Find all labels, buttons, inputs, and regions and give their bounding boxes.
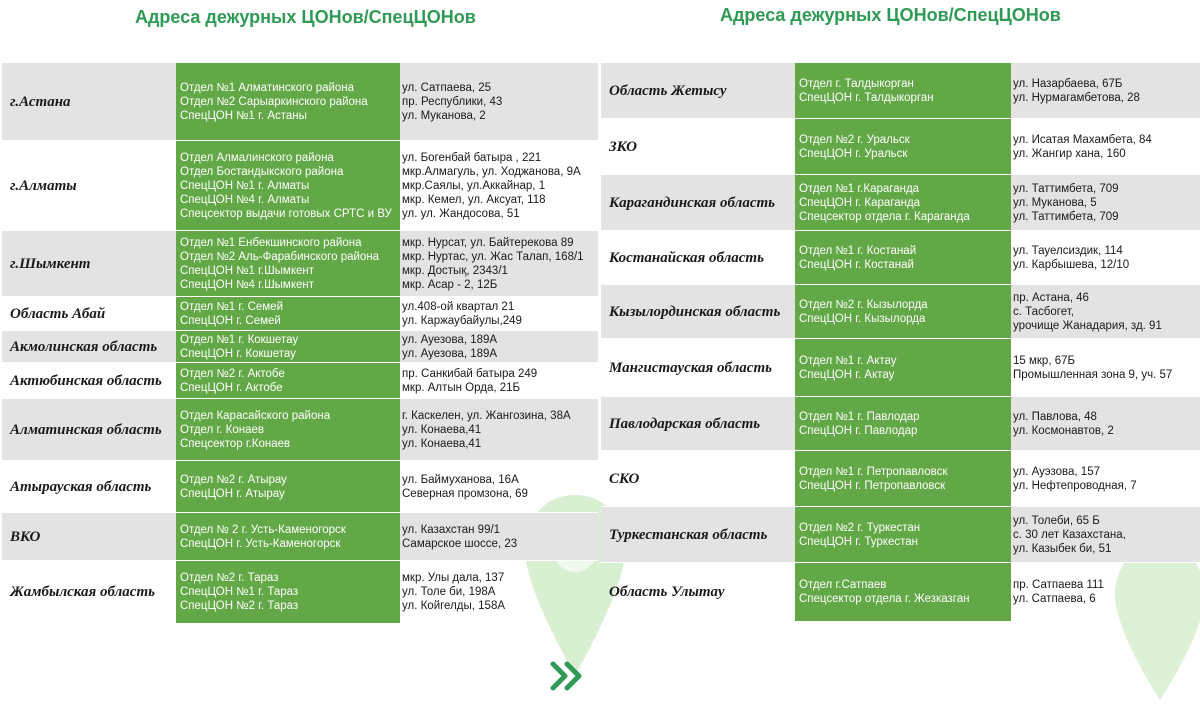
office-name: СпецЦОН г. Павлодар (799, 425, 918, 437)
address-list (397, 63, 598, 141)
office-name: СпецЦОН №1 г. Астаны (180, 110, 307, 122)
region-name: Область Улытау (609, 583, 725, 600)
table-row (601, 62, 1200, 119)
region-name: Мангистауская область (609, 359, 772, 376)
address-list (1008, 563, 1200, 621)
table-row (601, 506, 1200, 563)
office-name: Отдел №2 г. Туркестан (799, 522, 921, 534)
office-list (176, 561, 400, 623)
office-list (176, 363, 400, 399)
table-row (601, 450, 1200, 507)
address-line: ул. Муканова, 2 (402, 110, 486, 122)
table-row (2, 398, 598, 461)
address-line: мкр. Улы дала, 137 (402, 572, 505, 584)
region-name: Акмолинская область (10, 338, 158, 355)
address-list (397, 141, 598, 231)
address-list (397, 297, 598, 331)
office-list (795, 451, 1011, 507)
table-row (2, 512, 598, 561)
left-table (2, 0, 598, 700)
address-line: ул. Муканова, 5 (1013, 197, 1097, 209)
table-row (2, 460, 598, 513)
address-line: ул. Сатпаева, 25 (402, 82, 492, 94)
address-line: Северная промзона, 69 (402, 488, 528, 500)
address-line: Промышленная зона 9, уч. 57 (1013, 369, 1173, 381)
address-line: мкр. Нурсат, ул. Байтерекова 89 (402, 237, 574, 249)
office-name: СпецЦОН №1 г.Шымкент (180, 265, 315, 277)
office-name: Отдел №2 г. Актобе (180, 368, 285, 380)
office-name: Отдел №1 г.Караганда (799, 183, 920, 195)
address-line: мкр. Асар - 2, 12Б (402, 279, 498, 291)
office-name: Спецсектор г.Конаев (180, 438, 291, 450)
office-name: СпецЦОН №1 г. Тараз (180, 586, 299, 598)
region-name: г.Астана (10, 93, 71, 110)
office-name: Отдел №1 г. Петропавловск (799, 466, 948, 478)
address-line: ул. Сатпаева, 6 (1013, 593, 1096, 605)
address-line: ул. Богенбай батыра , 221 (402, 152, 542, 164)
table-row (2, 296, 598, 331)
address-list (1008, 119, 1200, 175)
page-title-left: Адреса дежурных ЦОНов/СпецЦОНов (135, 7, 476, 27)
region-name: Кызылординская область (609, 303, 781, 320)
address-line: ул.408-ой квартал 21 (402, 301, 515, 313)
office-name: СпецЦОН г. Кызылорда (799, 313, 926, 325)
office-name: Отдел Бостандыкского района (180, 166, 344, 178)
office-name: СпецЦОН г. Костанай (799, 259, 914, 271)
address-line: ул. Ауезова, 189А (402, 334, 498, 346)
address-line: мкр. Нуртас, ул. Жас Талап, 168/1 (402, 251, 584, 263)
address-line: Самарское шоссе, 23 (402, 538, 518, 550)
office-name: Отдел Карасайского района (180, 410, 331, 422)
address-line: ул. Таттимбета, 709 (1013, 211, 1119, 223)
address-list (397, 363, 598, 399)
address-line: ул. Назарбаева, 67Б (1013, 78, 1123, 90)
region-name: Алматинская область (10, 421, 162, 438)
next-arrows-icon[interactable] (549, 660, 585, 692)
office-name: Спецсектор выдачи готовых СРТС и ВУ (180, 208, 392, 220)
office-list (795, 175, 1011, 231)
table-row (2, 560, 598, 623)
address-list (1008, 285, 1200, 339)
office-name: СпецЦОН г. Усть-Каменогорск (180, 538, 341, 550)
address-line: ул. Космонавтов, 2 (1013, 425, 1114, 437)
office-name: Отдел г.Сатпаев (799, 579, 887, 591)
office-name: СпецЦОН г. Кокшетау (180, 348, 296, 360)
address-line: пр. Санкибай батыра 249 (402, 368, 538, 380)
address-line: ул. Нефтепроводная, 7 (1013, 480, 1137, 492)
address-list (1008, 397, 1200, 451)
office-list (795, 339, 1011, 397)
office-list (176, 331, 400, 363)
address-line: урочище Жанадария, зд. 91 (1013, 320, 1162, 332)
office-name: СпецЦОН г. Уральск (799, 148, 908, 160)
office-name: Отдел №1 Енбекшинского района (180, 237, 362, 249)
table-row (601, 174, 1200, 231)
address-list (1008, 451, 1200, 507)
office-name: Спецсектор отдела г. Жезказган (799, 593, 970, 605)
address-list (397, 513, 598, 561)
table-row (2, 330, 598, 363)
region-name: Жамбылская область (10, 583, 155, 600)
office-name: СпецЦОН г. Петропавловск (799, 480, 946, 492)
address-line: ул. Койгелды, 158А (402, 600, 506, 612)
office-name: СпецЦОН №4 г. Алматы (180, 194, 310, 206)
office-name: Отдел №2 г. Уральск (799, 134, 910, 146)
address-line: ул. Павлова, 48 (1013, 411, 1097, 423)
address-line: ул. Ауэзова, 157 (1013, 466, 1100, 478)
office-name: Отдел №1 Алматинского района (180, 82, 355, 94)
address-line: г. Каскелен, ул. Жангозина, 38А (402, 410, 571, 422)
office-list (176, 297, 400, 331)
page-title-right: Адреса дежурных ЦОНов/СпецЦОНов (720, 5, 1061, 25)
region-name: СКО (609, 470, 640, 487)
address-list (1008, 63, 1200, 119)
office-name: Отдел №1 г. Семей (180, 301, 283, 313)
office-list (795, 63, 1011, 119)
table-row (601, 562, 1200, 621)
address-line: ул. Жангир хана, 160 (1013, 148, 1126, 160)
address-line: ул. Ауезова, 189А (402, 348, 498, 360)
region-name: ЗКО (609, 138, 637, 155)
office-name: Отдел №1 г. Кокшетау (180, 334, 299, 346)
address-list (397, 399, 598, 461)
office-name: СпецЦОН г. Актау (799, 369, 895, 381)
address-line: ул. Каржаубайулы,249 (402, 315, 522, 327)
region-name: г.Алматы (10, 177, 77, 194)
address-line: ул. Конаева,41 (402, 438, 482, 450)
office-name: Отдел №2 г. Атырау (180, 474, 287, 486)
office-name: Отдел № 2 г. Усть-Каменогорск (180, 524, 346, 536)
address-list (397, 331, 598, 363)
address-line: ул. Толе би, 198А (402, 586, 496, 598)
region-name: Костанайская область (609, 249, 764, 266)
table-row (2, 230, 598, 297)
office-name: Отдел №2 Сарыаркинского района (180, 96, 368, 108)
address-line: ул. Баймуханова, 16А (402, 474, 519, 486)
address-line: пр. Астана, 46 (1013, 292, 1089, 304)
region-name: Актюбинская область (10, 372, 162, 389)
address-line: пр. Республики, 43 (402, 96, 503, 108)
office-list (176, 513, 400, 561)
address-list (1008, 507, 1200, 563)
office-list (176, 461, 400, 513)
table-row (2, 362, 598, 399)
address-line: с. 30 лет Казахстана, (1013, 529, 1126, 541)
table-row (2, 62, 598, 141)
office-name: Отдел г. Конаев (180, 424, 264, 436)
table-row (601, 118, 1200, 175)
office-list (795, 563, 1011, 621)
address-line: ул. Конаева,41 (402, 424, 482, 436)
table-row (601, 230, 1200, 285)
office-name: СпецЦОН №2 г. Тараз (180, 600, 299, 612)
office-name: СпецЦОН г. Семей (180, 315, 281, 327)
address-line: пр. Сатпаева 111 (1013, 579, 1104, 591)
address-line: мкр. Достық, 2343/1 (402, 265, 508, 277)
region-name: Карагандинская область (609, 194, 776, 211)
office-name: Отдел №2 Аль-Фарабинского района (180, 251, 380, 263)
office-name: Отдел №1 г. Актау (799, 355, 897, 367)
address-line: ул. Толеби, 65 Б (1013, 515, 1100, 527)
right-table (601, 0, 1200, 700)
office-list (176, 141, 400, 231)
address-line: с. Тасбогет, (1013, 306, 1074, 318)
address-line: ул. Казыбек би, 51 (1013, 543, 1112, 555)
address-line: 15 мкр, 67Б (1013, 355, 1076, 367)
address-line: ул. ул. Жандосова, 51 (402, 208, 520, 220)
office-list (176, 63, 400, 141)
address-line: ул. Казахстан 99/1 (402, 524, 501, 536)
table-row (601, 338, 1200, 397)
office-name: Отдел №1 г. Костанай (799, 245, 917, 257)
address-line: мкр. Кемел, ул. Аксуат, 118 (402, 194, 546, 206)
table-row (601, 396, 1200, 451)
office-name: СпецЦОН №1 г. Алматы (180, 180, 310, 192)
office-name: Отдел Алмалинского района (180, 152, 334, 164)
office-name: СпецЦОН г. Караганда (799, 197, 921, 209)
address-line: ул. Тауелсиздик, 114 (1013, 245, 1123, 257)
office-list (795, 285, 1011, 339)
office-list (795, 119, 1011, 175)
office-list (176, 231, 400, 297)
office-list (176, 399, 400, 461)
address-list (1008, 339, 1200, 397)
address-line: мкр.Саялы, ул.Аккайнар, 1 (402, 180, 546, 192)
office-name: Отдел №1 г. Павлодар (799, 411, 920, 423)
address-line: ул. Исатая Махамбета, 84 (1013, 134, 1152, 146)
office-name: СпецЦОН г. Талдыкорган (799, 92, 934, 104)
region-name: Область Абай (10, 305, 106, 322)
region-name: г.Шымкент (10, 255, 91, 272)
office-name: СпецЦОН г. Туркестан (799, 536, 918, 548)
table-row (601, 284, 1200, 339)
address-line: мкр.Алмагуль, ул. Ходжанова, 9А (402, 166, 581, 178)
address-list (397, 231, 598, 297)
office-name: СпецЦОН г. Актобе (180, 382, 283, 394)
address-line: ул. Карбышева, 12/10 (1013, 259, 1130, 271)
region-name: ВКО (10, 528, 41, 545)
address-line: ул. Таттимбета, 709 (1013, 183, 1119, 195)
region-name: Туркестанская область (609, 526, 768, 543)
region-name: Павлодарская область (609, 415, 761, 432)
address-list (1008, 231, 1200, 285)
office-name: Отдел г. Талдыкорган (799, 78, 914, 90)
address-list (397, 561, 598, 623)
address-list (1008, 175, 1200, 231)
address-line: ул. Нурмагамбетова, 28 (1013, 92, 1140, 104)
office-name: СпецЦОН г. Атырау (180, 488, 285, 500)
region-name: Атырауская область (10, 478, 152, 495)
office-name: СпецЦОН №4 г.Шымкент (180, 279, 315, 291)
office-name: Отдел №2 г. Кызылорда (799, 299, 928, 311)
office-name: Спецсектор отдела г. Караганда (799, 211, 970, 223)
address-line: мкр. Алтын Орда, 21Б (402, 382, 521, 394)
table-row (2, 140, 598, 231)
region-name: Область Жетысу (609, 82, 727, 99)
office-name: Отдел №2 г. Тараз (180, 572, 279, 584)
office-list (795, 397, 1011, 451)
office-list (795, 507, 1011, 563)
office-list (795, 231, 1011, 285)
address-list (397, 461, 598, 513)
